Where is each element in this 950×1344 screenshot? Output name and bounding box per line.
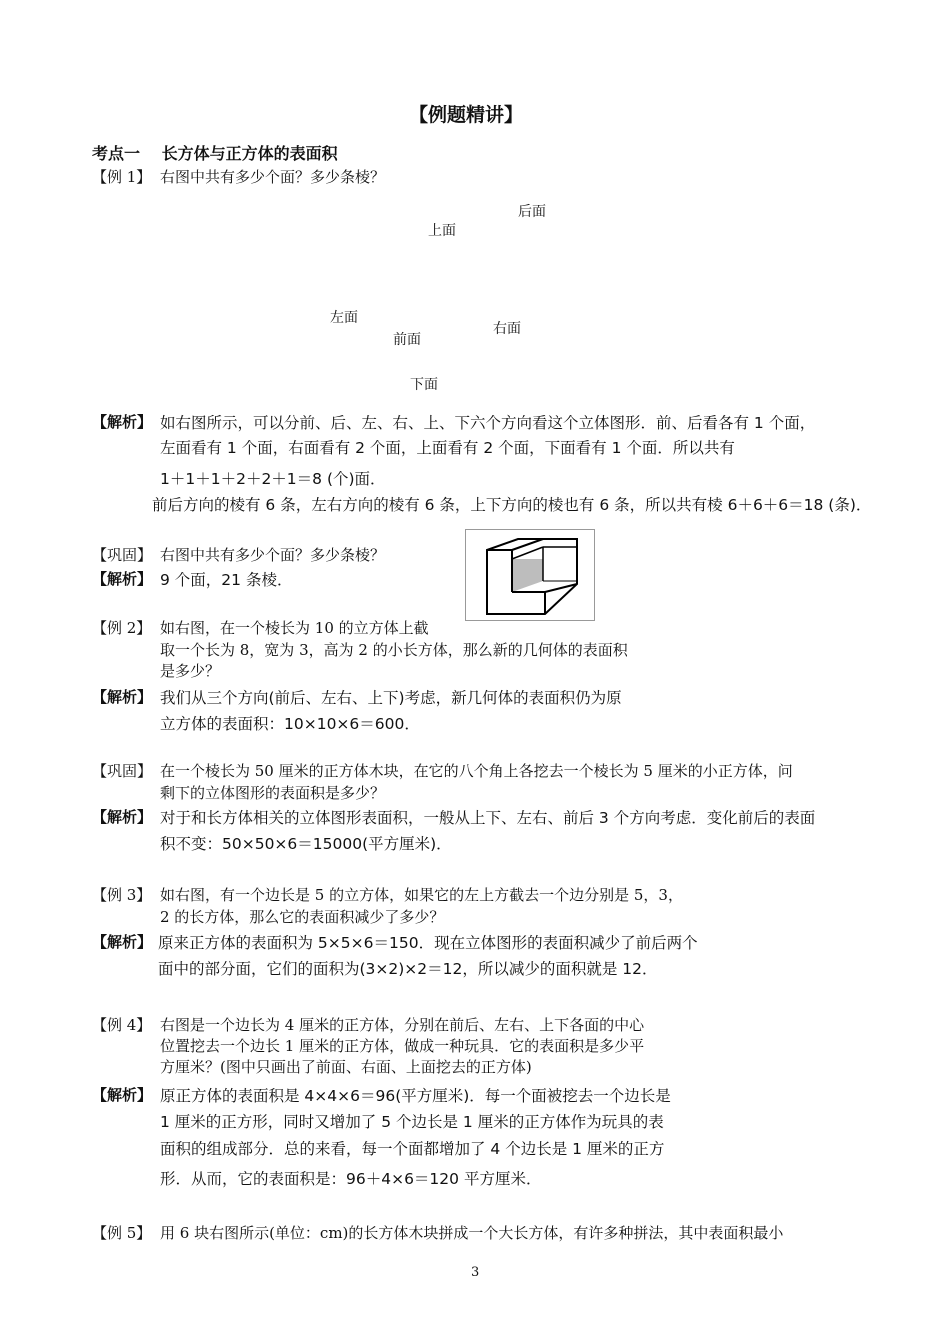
- ex2-solution-line: 我们从三个方向(前后、左右、上下)考虑，新几何体的表面积仍为原: [160, 689, 622, 707]
- gg1-question: 右图中共有多少个面？多少条棱？: [160, 546, 386, 564]
- ex1-tag: 【例 1】: [92, 168, 152, 186]
- gg2-tag: 【巩固】: [92, 762, 153, 780]
- ex4-solution-line: 原正方体的表面积是 4×4×6＝96(平方厘米)．每一个面被挖去一个边长是: [160, 1087, 671, 1105]
- ex2-question-line: 如右图，在一个棱长为 10 的立方体上截: [160, 619, 429, 637]
- ex5-tag: 【例 5】: [92, 1224, 152, 1242]
- gg2-solution-line: 积不变：50×50×6＝15000(平方厘米)．: [160, 835, 452, 853]
- page-number: 3: [471, 1265, 480, 1280]
- ex4-question-line: 右图是一个边长为 4 厘米的正方体，分别在前后、左右、上下各面的中心: [160, 1016, 645, 1034]
- ex3-question-line: 如右图，有一个边长是 5 的立方体，如果它的左上方截去一个边分别是 5，3，: [160, 886, 683, 904]
- gg2-solution-line: 对于和长方体相关的立体图形表面积，一般从上下、左右、前后 3 个方向考虑．变化前后的表面: [160, 809, 816, 827]
- ex1-solution-line: 左面看有 1 个面，右面看有 2 个面，上面看有 2 个面，下面看有 1 个面．所以共有: [160, 439, 735, 457]
- ex1-solution-line: 如右图所示，可以分前、后、左、右、上、下六个方向看这个立体图形．前、后看各有 1 个面，: [160, 414, 816, 432]
- ex2-solution-line: 立方体的表面积：10×10×6＝600．: [160, 715, 420, 733]
- ex3-question-line: 2 的长方体，那么它的表面积减少了多少？: [160, 908, 445, 926]
- ex2-solution-tag: 【解析】: [92, 688, 153, 706]
- ex3-tag: 【例 3】: [92, 886, 152, 904]
- ex1-solution-line: 1＋1＋1＋2＋2＋1＝8 (个)面．: [160, 470, 386, 488]
- ex2-tag: 【例 2】: [92, 619, 152, 637]
- label-back: 后面: [518, 204, 546, 220]
- ex5-question: 用 6 块右图所示(单位：cm)的长方体木块拼成一个大长方体，有许多种拼法，其中表面积最小: [160, 1224, 784, 1242]
- label-top: 上面: [428, 223, 456, 239]
- ex1-solution-tag: 【解析】: [92, 413, 153, 431]
- ex4-solution-line: 面积的组成部分．总的来看，每一个面都增加了 4 个边长是 1 厘米的正方: [160, 1140, 665, 1158]
- ex4-solution-tag: 【解析】: [92, 1086, 153, 1104]
- label-bottom: 下面: [410, 377, 438, 393]
- ex2-question-line: 是多少？: [160, 662, 221, 680]
- ex4-question-line: 方厘米？(图中只画出了前面、右面、上面挖去的正方体): [160, 1058, 532, 1076]
- gg1-solution-tag: 【解析】: [92, 570, 153, 588]
- stepped-solid-figure: [465, 529, 595, 621]
- ex4-solution-line: 形．从而，它的表面积是：96＋4×6＝120 平方厘米．: [160, 1170, 542, 1188]
- section-title: 【例题精讲】: [409, 104, 524, 126]
- ex3-solution-line: 原来正方体的表面积为 5×5×6＝150．现在立体图形的表面积减少了前后两个: [158, 934, 698, 952]
- topic-heading: 考点一 长方体与正方体的表面积: [92, 144, 338, 163]
- ex2-question-line: 取一个长为 8，宽为 3，高为 2 的小长方体，那么新的几何体的表面积: [160, 641, 628, 659]
- gg2-question-line: 剩下的立体图形的表面积是多少？: [160, 784, 386, 802]
- label-front: 前面: [393, 332, 421, 348]
- ex4-question-line: 位置挖去一个边长 1 厘米的正方体，做成一种玩具．它的表面积是多少平: [160, 1037, 645, 1055]
- ex3-solution-tag: 【解析】: [92, 933, 153, 951]
- ex4-tag: 【例 4】: [92, 1016, 152, 1034]
- ex1-solution-line: 前后方向的棱有 6 条，左右方向的棱有 6 条，上下方向的棱也有 6 条，所以共有棱 6＋6＋6＝18 (条)．: [152, 496, 872, 514]
- gg2-solution-tag: 【解析】: [92, 808, 153, 826]
- gg1-solution: 9 个面，21 条棱．: [160, 571, 293, 589]
- ex3-solution-line: 面中的部分面，它们的面积为(3×2)×2＝12，所以减少的面积就是 12．: [158, 960, 658, 978]
- ex1-question: 右图中共有多少个面？多少条棱？: [160, 168, 386, 186]
- label-left: 左面: [330, 310, 358, 326]
- gg2-question-line: 在一个棱长为 50 厘米的正方体木块，在它的八个角上各挖去一个棱长为 5 厘米的小正方体，问: [160, 762, 793, 780]
- label-right: 右面: [493, 321, 521, 337]
- ex4-solution-line: 1 厘米的正方形，同时又增加了 5 个边长是 1 厘米的正方体作为玩具的表: [160, 1113, 664, 1131]
- gg1-tag: 【巩固】: [92, 546, 153, 564]
